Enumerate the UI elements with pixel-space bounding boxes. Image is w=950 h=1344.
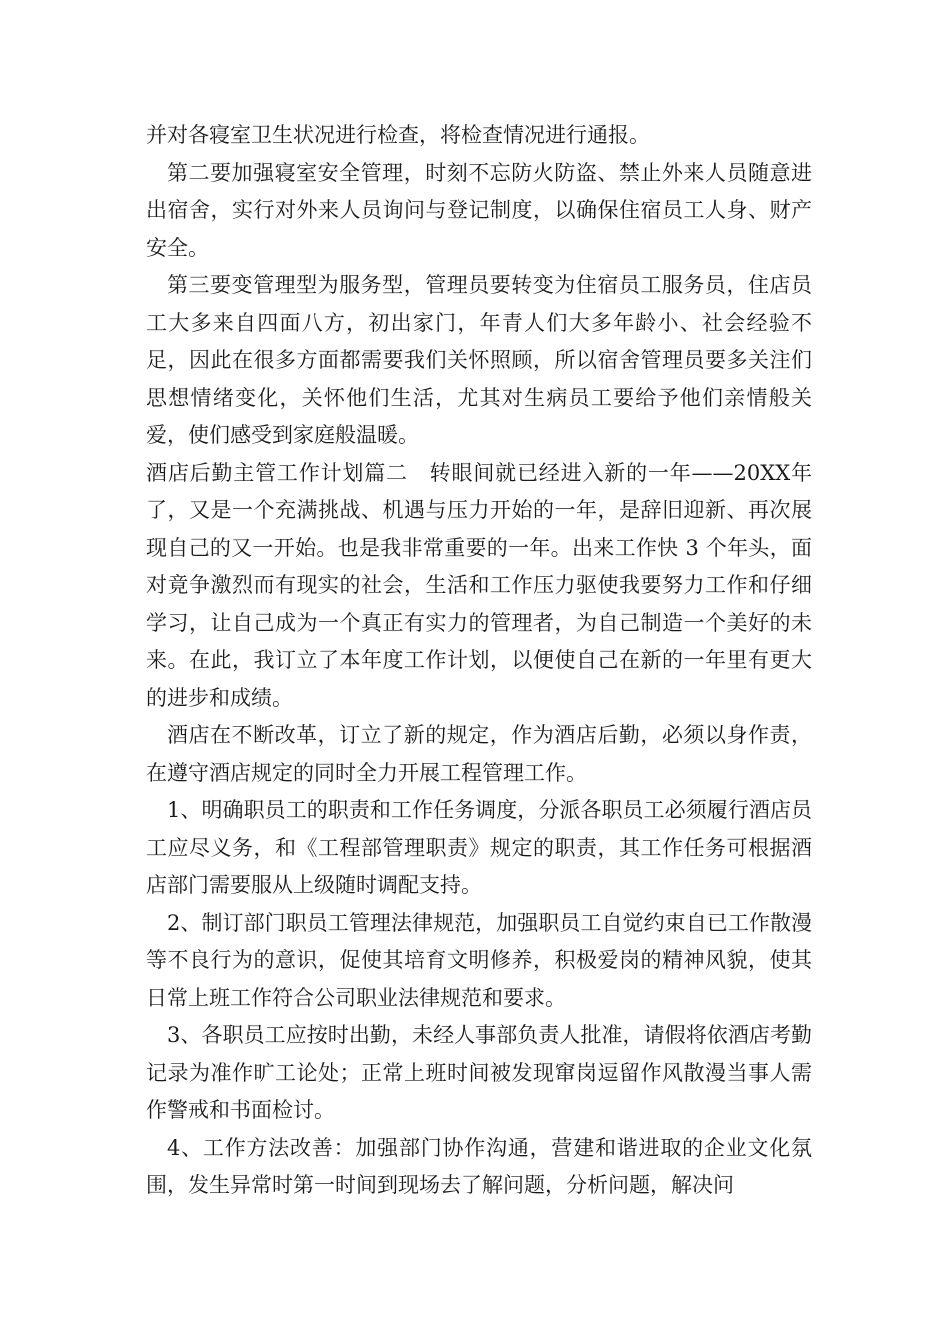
paragraph-second-safety: 第二要加强寝室安全管理，时刻不忘防火防盗、禁止外来人员随意进出宿舍，实行对外来人员询问与登记制度，以确保住宿员工人身、财产安全。 [146, 160, 812, 260]
paragraph-item-4: 4、工作方法改善：加强部门协作沟通，营建和谐进取的企业文化氛围，发生异常时第一时间到现场去了解问题，分析问题，解决问 [146, 1135, 812, 1197]
paragraph-hotel-reform: 酒店在不断改革，订立了新的规定，作为酒店后勤，必须以身作责，在遵守酒店规定的同时全力开展工程管理工作。 [146, 723, 812, 785]
document-page [146, 117, 812, 1205]
paragraph-plan-part-two: 酒店后勤主管工作计划篇二 转眼间就已经进入新的一年——20XX年了，又是一个充满挑战、机遇与压力开始的一年，是辞旧迎新、再次展现自己的又一开始。也是我非常重要的一年。出来工作快 3 个年头，面对竟争激烈而有现实的社会，生活和工作压力驱使我要努力工作和仔细学习，让自己成为一个真正有实力的管理者，为自己制造一个美好的未来。在此，我订立了本年度工作计划，以便使自己在新的一年里有更大的进步和成绩。 [146, 460, 812, 710]
paragraph-item-3: 3、各职员工应按时出勤，未经人事部负责人批准，请假将依酒店考勤记录为准作旷工论处；正常上班时间被发现窜岗逗留作风散漫当事人需作警戒和书面检讨。 [146, 1023, 812, 1122]
paragraph-item-2: 2、制订部门职员工管理法律规范，加强职员工自觉约束自已工作散漫等不良行为的意识，促使其培育文明修养，积极爱岗的精神风貌，使其日常上班工作符合公司职业法律规范和要求。 [146, 910, 812, 1010]
paragraph-dormitory-inspection: 并对各寝室卫生状况进行检查，将检查情况进行通报。 [146, 123, 650, 147]
paragraph-item-1: 1、明确职员工的职责和工作任务调度，分派各职员工必须履行酒店员工应尽义务，和《工程部管理职责》规定的职责，其工作任务可根据酒店部门需要服从上级随时调配支持。 [146, 798, 812, 897]
paragraph-third-service: 第三要变管理型为服务型，管理员要转变为住宿员工服务员，住店员工大多来自四面八方，初出家门，年青人们大多年龄小、社会经验不足，因此在很多方面都需要我们关怀照顾，所以宿舍管理员要多关注们思想情绪变化，关怀他们生活，尤其对生病员工要给予他们亲情般关爱，使们感受到家庭般温暖。 [146, 273, 812, 447]
